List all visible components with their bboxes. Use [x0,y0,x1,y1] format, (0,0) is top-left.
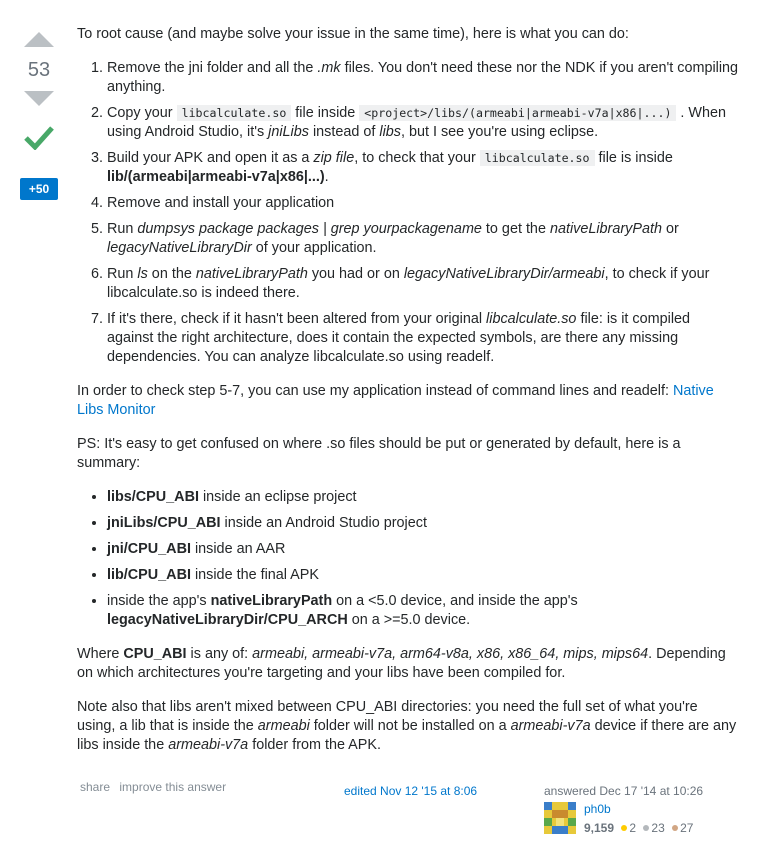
answer-body [77,25,739,770]
accepted-check-icon [24,124,54,150]
downvote-arrow-icon[interactable] [24,91,54,106]
bronze-badge-icon [672,825,678,831]
post-footer [80,778,740,838]
bronze-badge-count: 27 [680,821,694,835]
user-stats [584,819,693,838]
list-item: • jni/CPU_ABI inside an AAR [107,540,739,559]
list-item: • inside the app's nativeLibraryPath on a <5.0 device, and inside the app's legacyNativeLibraryDir/CPU_ARCH on a >=5.0 device. [107,592,739,630]
intro-text: To root cause (and maybe solve your issue in the same time), here is what you can do: [77,26,629,42]
share-link[interactable]: share [80,780,111,794]
where-paragraph: Where CPU_ABI is any of: armeabi, armeabi-v7a, arm64-v8a, x86, x86_64, mips, mips64. Depending on which architectures you're targeting and your libs have been compiled for. [77,646,726,681]
silver-badge-count: 23 [651,821,665,835]
vote-count: 53 [27,59,51,81]
user-name-link[interactable]: ph0b [584,802,611,816]
improve-answer-link[interactable]: improve this answer [119,780,227,794]
list-item: 4. Remove and install your application [107,194,739,213]
list-item: 7. If it's there, check if it hasn't been altered from your original libcalculate.so file: is it compiled against the right architecture, does it contain the expected symbols, are there any missing dependencies. You can analyze libcalculate.so using readelf. [107,310,739,367]
note-paragraph: Note also that libs aren't mixed between CPU_ABI directories: you need the full set of what you're using, a lib that is inside the armeabi folder will not be installed on a armeabi-v7a device if there are any libs inside the armeabi-v7a folder from the APK. [77,699,737,753]
list-item: 1. Remove the jni folder and all the .mk files. You don't need these nor the NDK if you aren't compiling anything. [107,59,739,97]
edited-info [344,782,477,801]
avatar[interactable] [544,802,576,834]
gold-badge-icon [621,825,627,831]
edited-link[interactable]: edited Nov 12 '15 at 8:06 [344,784,478,798]
list-item: 3. Build your APK and open it as a zip file, to check that your libcalculate.so file is inside lib/(armeabi|armeabi-v7a|x86|...). [107,149,739,187]
list-item: • lib/CPU_ABI inside the final APK [107,566,739,585]
steps-list [77,59,739,367]
abi-list [77,488,739,630]
list-item: • jniLibs/CPU_ABI inside an Android Studio project [107,514,739,533]
silver-badge-icon [643,825,649,831]
list-item: 5. Run dumpsys package packages | grep yourpackagename to get the nativeLibraryPath or legacyNativeLibraryDir of your application. [107,220,739,258]
reputation: 9,159 [584,821,615,835]
list-item: 6. Run ls on the nativeLibraryPath you had or on legacyNativeLibraryDir/armeabi, to check if your libcalculate.so is indeed there. [107,265,739,303]
vote-cell [16,28,62,200]
list-item: 2. Copy your libcalculate.so file inside <project>/libs/(armeabi|armeabi-v7a|x86|...) . When using Android Studio, it's jniLibs instead of libs, but I see you're using eclipse. [107,104,739,142]
answered-timestamp: answered Dec 17 '14 at 10:26 [544,784,704,798]
bounty-badge: +50 [20,178,58,200]
native-libs-monitor-link[interactable]: Native Libs Monitor [77,383,714,418]
check-paragraph: In order to check step 5-7, you can use my application instead of command lines and readelf: Native Libs Monitor [77,383,714,418]
gold-badge-count: 2 [629,821,637,835]
upvote-arrow-icon[interactable] [24,32,54,47]
list-item: • libs/CPU_ABI inside an eclipse project [107,488,739,507]
ps-paragraph: PS: It's easy to get confused on where .so files should be put or generated by default, here is a summary: [77,436,681,471]
